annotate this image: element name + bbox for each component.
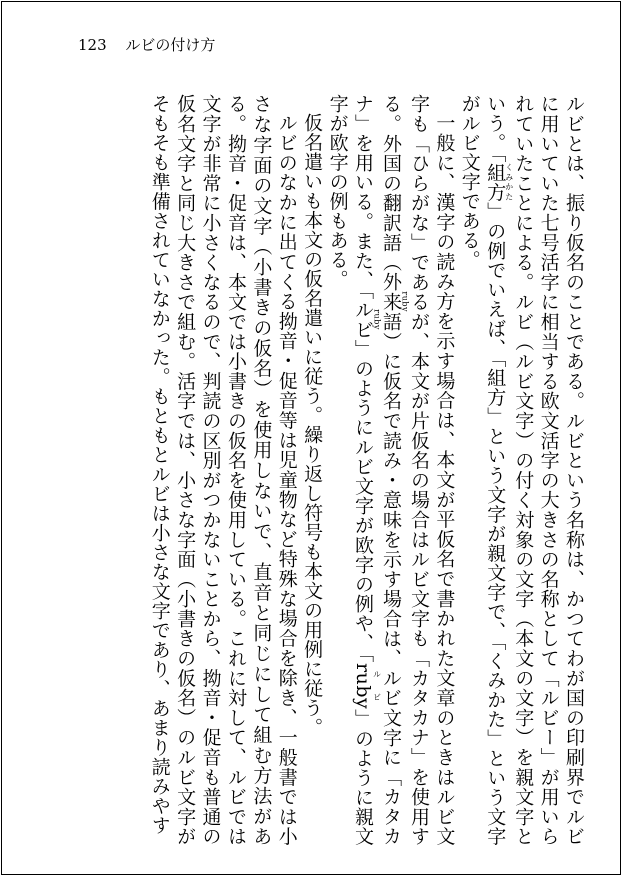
ruby-base: ルビ (351, 299, 374, 340)
text-run: 一般に、漢字の読み方を示す場合は、本文が平仮名で書かれた文章のときはルビ文字も「ひらがな」であるが、本文が片仮名の場合はルビ文字も「カタカナ」を使用する。外国の翻訳語（ (379, 94, 456, 846)
paragraph (324, 94, 456, 846)
paragraph (146, 94, 298, 846)
ruby-base: 組方 (484, 162, 507, 202)
ruby-text: くみかた (504, 162, 514, 202)
chapter-title: ルビの付け方 (125, 36, 216, 54)
ruby-text: ruby (372, 299, 382, 340)
text-run: ）に仮名で読み・意味を示す場合は、ルビ文字に「カタカナ」を用いる。また、「 (351, 94, 402, 847)
running-head (78, 35, 215, 55)
ruby-base: ruby (351, 662, 374, 709)
page-number: 123 (78, 36, 107, 54)
paragraph (299, 94, 324, 846)
paragraph (456, 94, 586, 846)
ruby-text: ruby (400, 272, 410, 332)
ruby-base: 外来語 (379, 272, 402, 332)
page (1, 1, 621, 875)
text-run: 」のように親文字が欧字の例もある。 (326, 94, 374, 847)
ruby-annotation (379, 272, 410, 332)
ruby-annotation (484, 162, 514, 202)
text-run: ルビのなかに出てくる拗音・促音等は児童物など特殊な場合を除き、一般書では小さな字面の文字（小書きの仮名）を使用しないで、直音と同じにして組む方法がある。拗音・促音は、本文では小書きの仮名を使用している。これに対して、ルビでは文字が非常に小さくなるので、判読の区別がつかないことから、拗音・促音も普通の仮名文字と同じ大きさで組む。活字では、小さな字面（小書きの仮名）のルビ文字がそもそも準備されていなかった。もともとルビは小さな文字であり、あまり読みやす (148, 94, 298, 847)
body-text (78, 94, 586, 846)
ruby-text: ルビ (372, 662, 382, 709)
text-run: 仮名遣いも本文の仮名遣いに従う。繰り返し符号も本文の用例に従う。 (301, 113, 324, 737)
ruby-annotation (351, 662, 382, 709)
ruby-annotation (351, 299, 382, 340)
text-run: ルビとは、振り仮名のことである。ルビという名称は、かつてわが国の印刷界でルビに用いていた七号活字に相当する欧文活字の大きさの名称として「ルビー」が用いられていたことによる。ルビ（ルビ文字）の付く対象の文字（本文の文字）を親文字という。「 (484, 94, 585, 847)
text-run: 」のようにルビ文字が欧字の例や、「 (351, 339, 374, 663)
vertical-text-block (146, 94, 586, 846)
text-run: 」の例でいえば、「組方」という文字が親文字で、「くみかた」という文字がルビ文字である。 (458, 94, 507, 847)
